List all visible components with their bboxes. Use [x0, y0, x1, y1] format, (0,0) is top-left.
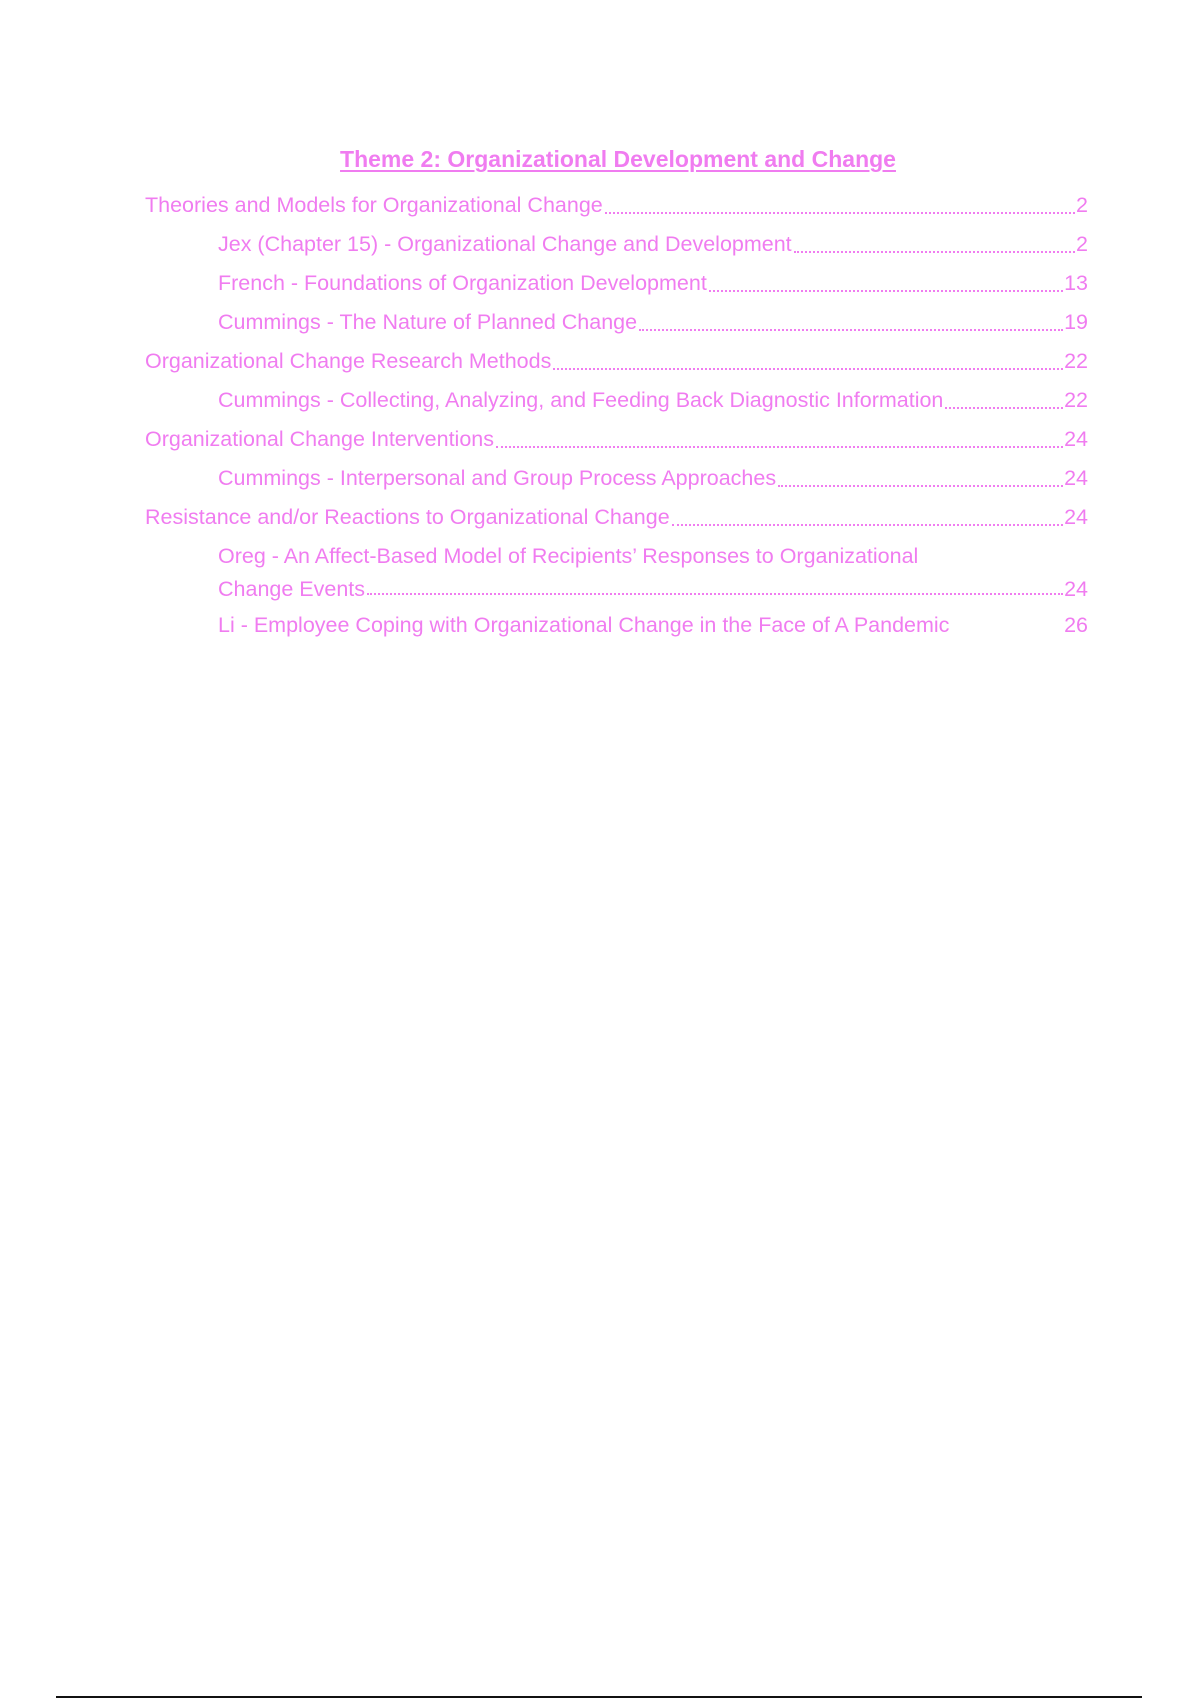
toc-entry-oreg[interactable]	[218, 537, 1088, 606]
toc-entry[interactable]	[218, 303, 1088, 342]
toc-entry[interactable]	[145, 342, 1088, 381]
toc-entry[interactable]	[218, 264, 1088, 303]
toc-entry-page: 24	[1064, 466, 1088, 490]
toc-entry-text-line1: Oreg - An Affect-Based Model of Recipients’ Responses to Organizational	[218, 544, 919, 568]
toc-entry-text: Cummings - The Nature of Planned Change	[218, 310, 638, 334]
toc-entry-page: 19	[1064, 310, 1088, 334]
toc-entry[interactable]	[218, 225, 1088, 264]
dot-leader	[553, 367, 1063, 370]
toc-entry-page: 24	[1064, 505, 1088, 529]
dot-leader	[672, 523, 1063, 526]
toc-entry-page: 2	[1076, 193, 1088, 217]
dot-leader	[778, 484, 1063, 487]
dot-leader	[605, 211, 1075, 214]
toc-title: Theme 2: Organizational Development and Change	[340, 146, 896, 172]
toc-entry[interactable]	[145, 498, 1088, 537]
table-of-contents	[145, 186, 1088, 645]
toc-entry-text: Theories and Models for Organizational Change	[145, 193, 603, 217]
toc-entry[interactable]	[145, 420, 1088, 459]
toc-entry[interactable]	[218, 459, 1088, 498]
toc-entries	[145, 186, 1088, 537]
toc-entry-text-line2: Change Events	[218, 577, 366, 601]
toc-entry-text: Resistance and/or Reactions to Organizational Change	[145, 505, 670, 529]
toc-entry-text: Jex (Chapter 15) - Organizational Change and Development	[218, 232, 792, 256]
toc-entry-page: 24	[1064, 427, 1088, 451]
toc-entry-text: Cummings - Collecting, Analyzing, and Feeding Back Diagnostic Information	[218, 388, 944, 412]
toc-entry-text: Organizational Change Research Methods	[145, 349, 552, 373]
toc-entry[interactable]	[145, 186, 1088, 225]
toc-entry-page: 22	[1064, 349, 1088, 373]
toc-entry-page: 13	[1064, 271, 1088, 295]
toc-entry[interactable]	[218, 381, 1088, 420]
toc-entry-page: 2	[1076, 232, 1088, 256]
toc-entry-text: Organizational Change Interventions	[145, 427, 494, 451]
toc-entry-page: 26	[1064, 613, 1088, 637]
dot-leader	[794, 250, 1075, 253]
toc-entry-text: Li - Employee Coping with Organizational Change in the Face of A Pandemic	[218, 613, 950, 637]
toc-entry-text: Cummings - Interpersonal and Group Process Approaches	[218, 466, 777, 490]
dot-leader	[367, 592, 1063, 595]
dot-leader	[709, 289, 1063, 292]
dot-leader	[945, 406, 1063, 409]
toc-entry-text: French - Foundations of Organization Development	[218, 271, 707, 295]
toc-entry-page: 24	[1064, 577, 1088, 601]
toc-entry-page: 22	[1064, 388, 1088, 412]
dot-leader	[639, 328, 1063, 331]
footer-rule	[56, 1696, 1142, 1698]
dot-leader	[496, 445, 1063, 448]
dot-leader	[955, 631, 1063, 634]
toc-entry-line2	[218, 570, 1088, 606]
toc-entry-li[interactable]	[218, 606, 1088, 645]
